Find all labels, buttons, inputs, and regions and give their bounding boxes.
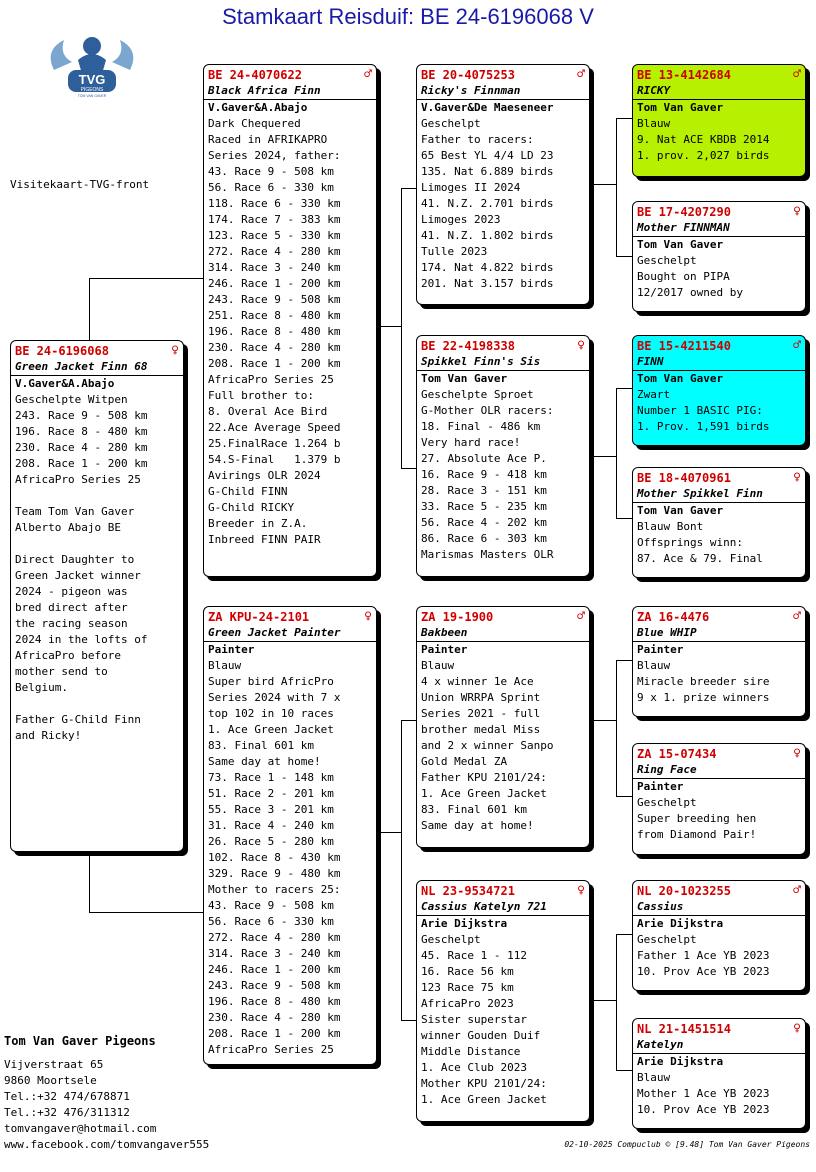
pigeon-card-fff[interactable] [632, 64, 806, 177]
breeder-name: V.Gaver&A.Abajo [15, 377, 115, 390]
ring-number: BE 18-4070961 [637, 471, 731, 485]
pedigree-line: Green Jacket winner [15, 569, 141, 582]
pedigree-line: 230. Race 4 - 280 km [15, 441, 148, 454]
connector [616, 518, 633, 519]
card-header [417, 65, 589, 83]
pedigree-line: 272. Race 4 - 280 km [208, 931, 341, 944]
breeder-name: Arie Dijkstra [637, 1055, 724, 1068]
pedigree-line: 25.FinalRace 1.264 b [208, 437, 341, 450]
card-header [633, 607, 805, 625]
pedigree-line: 9 x 1. prize winners [637, 691, 770, 704]
pedigree-line: 243. Race 9 - 508 km [208, 293, 341, 306]
card-header [11, 341, 183, 359]
card-header [633, 881, 805, 899]
pedigree-line: Same day at home! [421, 819, 534, 832]
pedigree-line: 201. Nat 3.157 birds [421, 277, 554, 290]
pedigree-line: 16. Race 9 - 418 km [421, 468, 547, 481]
pigeon-card-main[interactable] [10, 340, 184, 852]
pedigree-line: Super bird AfricPro [208, 675, 334, 688]
pedigree-line: 10. Prov Ace YB 2023 [637, 1103, 770, 1116]
pigeon-card-mfm[interactable] [632, 743, 806, 855]
pigeon-name: Mother FINNMAN [633, 220, 805, 237]
pedigree-line: and Ricky! [15, 729, 82, 742]
connector [616, 256, 633, 257]
connector [376, 832, 401, 833]
pedigree-line: Geschelpt [421, 933, 481, 946]
pigeon-name: Mother Spikkel Finn [633, 486, 805, 503]
connector [589, 184, 616, 185]
ring-number: BE 24-6196068 [15, 344, 109, 358]
pedigree-line: Father 1 Ace YB 2023 [637, 949, 770, 962]
connector [616, 1070, 633, 1071]
ring-number: BE 24-4070622 [208, 68, 302, 82]
pigeon-name: Bakbeen [417, 625, 589, 642]
pedigree-line: Dark Chequered [208, 117, 301, 130]
breeder-name: V.Gaver&De Maeseneer [421, 101, 554, 114]
male-icon: ♂ [793, 67, 801, 82]
connector [89, 912, 204, 913]
connector [401, 468, 417, 469]
pedigree-line: 243. Race 9 - 508 km [208, 979, 341, 992]
pedigree-line: 87. Ace & 79. Final [637, 552, 763, 565]
pedigree-line: 43. Race 9 - 508 km [208, 165, 334, 178]
pedigree-line: brother medal Miss [421, 723, 541, 736]
connector [376, 326, 401, 327]
card-header [633, 336, 805, 354]
pedigree-line: Super breeding hen [637, 812, 757, 825]
connector [616, 660, 617, 796]
male-icon: ♂ [793, 338, 801, 353]
owner-website[interactable]: www.facebook.com/tomvangaver555 [4, 1138, 210, 1151]
pedigree-line: from Diamond Pair! [637, 828, 757, 841]
pigeon-name: Ring Face [633, 762, 805, 779]
pedigree-line: 56. Race 4 - 202 km [421, 516, 547, 529]
breeder-name: Painter [208, 643, 255, 656]
pedigree-line: Blauw [421, 659, 455, 672]
svg-text:TVG: TVG [78, 72, 106, 87]
pedigree-line: Middle Distance [421, 1045, 521, 1058]
pedigree-line: Belgium. [15, 681, 68, 694]
pedigree-line: 2024 in the lofts of [15, 633, 148, 646]
pedigree-line: AfricaPro Series 25 [208, 373, 334, 386]
pedigree-line: 27. Absolute Ace P. [421, 452, 547, 465]
breeder-name: Tom Van Gaver [637, 372, 724, 385]
ring-number: NL 21-1451514 [637, 1022, 731, 1036]
pedigree-line: 118. Race 6 - 330 km [208, 197, 341, 210]
male-icon: ♂ [577, 609, 585, 624]
pedigree-line: Mother KPU 2101/24: [421, 1077, 547, 1090]
pedigree-line: Offsprings winn: [637, 536, 743, 549]
connector [616, 118, 617, 256]
ring-number: NL 20-1023255 [637, 884, 731, 898]
pedigree-line: Father to racers: [421, 133, 534, 146]
male-icon: ♂ [793, 883, 801, 898]
pedigree-line: 174. Race 7 - 383 km [208, 213, 341, 226]
connector [89, 852, 90, 912]
pedigree-line: 230. Race 4 - 280 km [208, 341, 341, 354]
ring-number: ZA 19-1900 [421, 610, 494, 624]
pigeon-name: FINN [633, 354, 805, 371]
connector [89, 278, 90, 340]
female-icon: ♀ [364, 609, 372, 624]
pedigree-line: Geschelpte Sproet [421, 388, 534, 401]
pedigree-line: Raced in AFRIKAPRO [208, 133, 328, 146]
pedigree-line: Geschelpte Witpen [15, 393, 128, 406]
pedigree-line: Father KPU 2101/24: [421, 771, 547, 784]
pedigree-line: 55. Race 3 - 201 km [208, 803, 334, 816]
breeder-name: Tom Van Gaver [637, 101, 724, 114]
connector [616, 388, 617, 518]
pedigree-line [11, 696, 183, 712]
pedigree-line: 2024 - pigeon was [15, 585, 128, 598]
card-header [633, 468, 805, 486]
pedigree-line: AfricaPro before [15, 649, 121, 662]
connector [616, 660, 633, 661]
pedigree-line: Bought on PIPA [637, 270, 730, 283]
pigeon-name: Blue WHIP [633, 625, 805, 642]
pigeon-name: Cassius [633, 899, 805, 916]
card-header [204, 65, 376, 83]
pedigree-line: 314. Race 3 - 240 km [208, 261, 341, 274]
connector [401, 1020, 417, 1021]
pigeon-card-mff[interactable] [632, 606, 806, 717]
pedigree-line: 22.Ace Average Speed [208, 421, 341, 434]
pedigree-line: Sister superstar [421, 1013, 527, 1026]
female-icon: ♀ [171, 343, 179, 358]
card-header [417, 336, 589, 354]
visitekaart-label: Visitekaart-TVG-front [10, 178, 150, 191]
pigeon-card-mother-mother[interactable] [416, 880, 590, 1122]
pedigree-line: 1. prov. 2,027 birds [637, 149, 770, 162]
ring-number: BE 13-4142684 [637, 68, 731, 82]
connector [616, 934, 617, 1070]
pedigree-line: Blauw [637, 1071, 671, 1084]
card-header [417, 881, 589, 899]
ring-number: ZA 15-07434 [637, 747, 717, 761]
pedigree-line: Limoges II 2024 [421, 181, 521, 194]
svg-text:PIGEONS: PIGEONS [80, 87, 104, 93]
pedigree-line: 73. Race 1 - 148 km [208, 771, 334, 784]
pedigree-line: 230. Race 4 - 280 km [208, 1011, 341, 1024]
pigeon-card-mother-father[interactable] [416, 606, 590, 848]
pigeon-card-ffm[interactable] [632, 201, 806, 312]
pedigree-line: 65 Best YL 4/4 LD 23 [421, 149, 554, 162]
pedigree-line: 1. Ace Green Jacket [208, 723, 334, 736]
pedigree-line: 246. Race 1 - 200 km [208, 277, 341, 290]
pigeon-card-father-father[interactable] [416, 64, 590, 305]
female-icon: ♀ [793, 746, 801, 761]
ring-number: BE 20-4075253 [421, 68, 515, 82]
pigeon-card-father-mother[interactable] [416, 335, 590, 577]
pedigree-line: Zwart [637, 388, 671, 401]
pedigree-line: Union WRRPA Sprint [421, 691, 541, 704]
pigeon-name: RICKY [633, 83, 805, 100]
male-icon: ♂ [793, 609, 801, 624]
breeder-name: Painter [637, 643, 684, 656]
ring-number: BE 15-4211540 [637, 339, 731, 353]
ring-number: NL 23-9534721 [421, 884, 515, 898]
owner-name: Tom Van Gaver Pigeons [4, 1034, 156, 1048]
pedigree-line: 135. Nat 6.889 birds [421, 165, 554, 178]
pedigree-line: Miracle breeder sire [637, 675, 770, 688]
page-title: Stamkaart Reisduif: BE 24-6196068 V [222, 4, 594, 29]
pigeon-name: Spikkel Finn's Sis [417, 354, 589, 371]
pedigree-line: 1. Ace Green Jacket [421, 787, 547, 800]
pedigree-line: the racing season [15, 617, 128, 630]
pigeon-name: Ricky's Finnman [417, 83, 589, 100]
ring-number: BE 22-4198338 [421, 339, 515, 353]
pedigree-line: Limoges 2023 [421, 213, 501, 226]
connector [616, 796, 633, 797]
pedigree-line: 28. Race 3 - 151 km [421, 484, 547, 497]
female-icon: ♀ [577, 338, 585, 353]
print-info: 02-10-2025 Compuclub © [9.48] Tom Van Gaver Pigeons [564, 1140, 810, 1149]
pedigree-line: 251. Race 8 - 480 km [208, 309, 341, 322]
pedigree-line: 41. N.Z. 2.701 birds [421, 197, 554, 210]
pedigree-line: 1. Ace Club 2023 [421, 1061, 527, 1074]
breeder-name: Tom Van Gaver [637, 504, 724, 517]
card-header [633, 65, 805, 83]
connector [401, 188, 417, 189]
pedigree-line: 56. Race 6 - 330 km [208, 915, 334, 928]
pedigree-line: 196. Race 8 - 480 km [208, 995, 341, 1008]
pigeon-card-fmm[interactable] [632, 467, 806, 578]
pedigree-line: 43. Race 9 - 508 km [208, 899, 334, 912]
pedigree-line: Series 2024 with 7 x [208, 691, 341, 704]
pedigree-line: Father G-Child Finn [15, 713, 141, 726]
pedigree-line: 8. Overal Ace Bird [208, 405, 328, 418]
male-icon: ♂ [577, 67, 585, 82]
pigeon-name: Black Africa Finn [204, 83, 376, 100]
owner-address: Vijverstraat 65 [4, 1058, 104, 1071]
card-header [633, 1019, 805, 1037]
owner-city: 9860 Moortsele [4, 1074, 97, 1087]
pedigree-line: 56. Race 6 - 330 km [208, 181, 334, 194]
pedigree-line: 243. Race 9 - 508 km [15, 409, 148, 422]
pedigree-line: 51. Race 2 - 201 km [208, 787, 334, 800]
tvg-pigeons-logo [34, 30, 150, 98]
owner-email[interactable]: tomvangaver@hotmail.com [4, 1122, 157, 1135]
pedigree-line: Inbreed FINN PAIR [208, 533, 321, 546]
pedigree-line: Geschelpt [421, 117, 481, 130]
pedigree-line: Blauw Bont [637, 520, 704, 533]
pedigree-line: 196. Race 8 - 480 km [15, 425, 148, 438]
pedigree-line: Full brother to: [208, 389, 314, 402]
pedigree-line: Series 2021 - full [421, 707, 541, 720]
pedigree-line: Geschelpt [637, 254, 697, 267]
pigeon-card-mother[interactable] [203, 606, 377, 1065]
pedigree-line [11, 488, 183, 504]
pedigree-line: 12/2017 owned by [637, 286, 743, 299]
breeder-name: V.Gaver&A.Abajo [208, 101, 308, 114]
pedigree-line: Mother 1 Ace YB 2023 [637, 1087, 770, 1100]
pedigree-line: AfricaPro Series 25 [208, 1043, 334, 1056]
connector [589, 1000, 616, 1001]
pedigree-line: AfricaPro Series 25 [15, 473, 141, 486]
pedigree-line: Alberto Abajo BE [15, 521, 121, 534]
pigeon-name: Cassius Katelyn 721 [417, 899, 589, 916]
pedigree-line: Geschelpt [637, 796, 697, 809]
pedigree-line: Breeder in Z.A. [208, 517, 308, 530]
pedigree-line: 16. Race 56 km [421, 965, 514, 978]
pedigree-line: 33. Race 5 - 235 km [421, 500, 547, 513]
pedigree-line: 123. Race 5 - 330 km [208, 229, 341, 242]
breeder-name: Arie Dijkstra [637, 917, 724, 930]
pedigree-line: top 102 in 10 races [208, 707, 334, 720]
svg-text:TOM VAN GAVER: TOM VAN GAVER [77, 94, 107, 98]
pedigree-line: Geschelpt [637, 933, 697, 946]
female-icon: ♀ [793, 1021, 801, 1036]
pedigree-line: 208. Race 1 - 200 km [208, 357, 341, 370]
pedigree-line: 86. Race 6 - 303 km [421, 532, 547, 545]
pedigree-line: 10. Prov Ace YB 2023 [637, 965, 770, 978]
pedigree-line: Number 1 BASIC PIG: [637, 404, 763, 417]
pedigree-line: 123 Race 75 km [421, 981, 514, 994]
pigeon-card-father[interactable] [203, 64, 377, 577]
pigeon-card-mmf[interactable] [632, 880, 806, 991]
card-header [204, 607, 376, 625]
pedigree-line: 329. Race 9 - 480 km [208, 867, 341, 880]
pedigree-line: 208. Race 1 - 200 km [15, 457, 148, 470]
pedigree-line: winner Gouden Duif [421, 1029, 541, 1042]
pedigree-line: 31. Race 4 - 240 km [208, 819, 334, 832]
connector [401, 188, 402, 468]
pedigree-line: G-Mother OLR racers: [421, 404, 554, 417]
pedigree-line: 45. Race 1 - 112 [421, 949, 527, 962]
pedigree-line: Tulle 2023 [421, 245, 488, 258]
pigeon-card-fmf[interactable] [632, 335, 806, 446]
connector [401, 720, 417, 721]
pedigree-line: Gold Medal ZA [421, 755, 508, 768]
pedigree-line: 54.S-Final 1.379 b [208, 453, 341, 466]
pedigree-line: mother send to [15, 665, 108, 678]
pigeon-name: Green Jacket Finn 68 [11, 359, 183, 376]
pigeon-name: Green Jacket Painter [204, 625, 376, 642]
pedigree-line: Direct Daughter to [15, 553, 135, 566]
pedigree-line: 174. Nat 4.822 birds [421, 261, 554, 274]
ring-number: ZA 16-4476 [637, 610, 710, 624]
pedigree-line: Blauw [208, 659, 242, 672]
female-icon: ♀ [577, 883, 585, 898]
connector [616, 934, 633, 935]
pedigree-line: Mother to racers 25: [208, 883, 341, 896]
female-icon: ♀ [793, 204, 801, 219]
pedigree-line: 1. Prov. 1,591 birds [637, 420, 770, 433]
pedigree-line: 196. Race 8 - 480 km [208, 325, 341, 338]
breeder-name: Painter [421, 643, 468, 656]
female-icon: ♀ [793, 470, 801, 485]
pedigree-line: 4 x winner 1e Ace [421, 675, 534, 688]
pedigree-line: bred direct after [15, 601, 128, 614]
pedigree-line: Series 2024, father: [208, 149, 341, 162]
pedigree-line: 208. Race 1 - 200 km [208, 1027, 341, 1040]
pedigree-line: and 2 x winner Sanpo [421, 739, 554, 752]
pedigree-line [11, 536, 183, 552]
pedigree-line: Marismas Masters OLR [421, 548, 554, 561]
pedigree-line: Same day at home! [208, 755, 321, 768]
breeder-name: Painter [637, 780, 684, 793]
pedigree-line: 83. Final 601 km [208, 739, 314, 752]
pedigree-line: Very hard race! [421, 436, 521, 449]
pedigree-line: AfricaPro 2023 [421, 997, 514, 1010]
connector [89, 278, 204, 279]
pedigree-line: 9. Nat ACE KBDB 2014 [637, 133, 770, 146]
pedigree-line: 83. Final 601 km [421, 803, 527, 816]
pedigree-line: Blauw [637, 659, 671, 672]
pedigree-line: 26. Race 5 - 280 km [208, 835, 334, 848]
pedigree-line: 1. Ace Green Jacket [421, 1093, 547, 1106]
connector [401, 720, 402, 1020]
pedigree-line: 314. Race 3 - 240 km [208, 947, 341, 960]
ring-number: BE 17-4207290 [637, 205, 731, 219]
connector [616, 388, 633, 389]
pedigree-line: 41. N.Z. 1.802 birds [421, 229, 554, 242]
pedigree-line: 246. Race 1 - 200 km [208, 963, 341, 976]
breeder-name: Arie Dijkstra [421, 917, 508, 930]
connector [589, 456, 616, 457]
pedigree-line: 272. Race 4 - 280 km [208, 245, 341, 258]
pedigree-line: Team Tom Van Gaver [15, 505, 135, 518]
pedigree-line: G-Child FINN [208, 485, 288, 498]
connector [616, 118, 633, 119]
card-header [633, 202, 805, 220]
pedigree-line: Blauw [637, 117, 671, 130]
owner-tel-1: Tel.:+32 474/678871 [4, 1090, 130, 1103]
breeder-name: Tom Van Gaver [421, 372, 508, 385]
pigeon-card-mmm[interactable] [632, 1018, 806, 1129]
owner-tel-2: Tel.:+32 476/311312 [4, 1106, 130, 1119]
ring-number: ZA KPU-24-2101 [208, 610, 310, 624]
pedigree-line: 102. Race 8 - 430 km [208, 851, 341, 864]
pedigree-line: Avirings OLR 2024 [208, 469, 321, 482]
card-header [417, 607, 589, 625]
breeder-name: Tom Van Gaver [637, 238, 724, 251]
pedigree-line: G-Child RICKY [208, 501, 295, 514]
male-icon: ♂ [364, 67, 372, 82]
card-header [633, 744, 805, 762]
pigeon-name: Katelyn [633, 1037, 805, 1054]
pedigree-line: 18. Final - 486 km [421, 420, 541, 433]
connector [589, 720, 616, 721]
